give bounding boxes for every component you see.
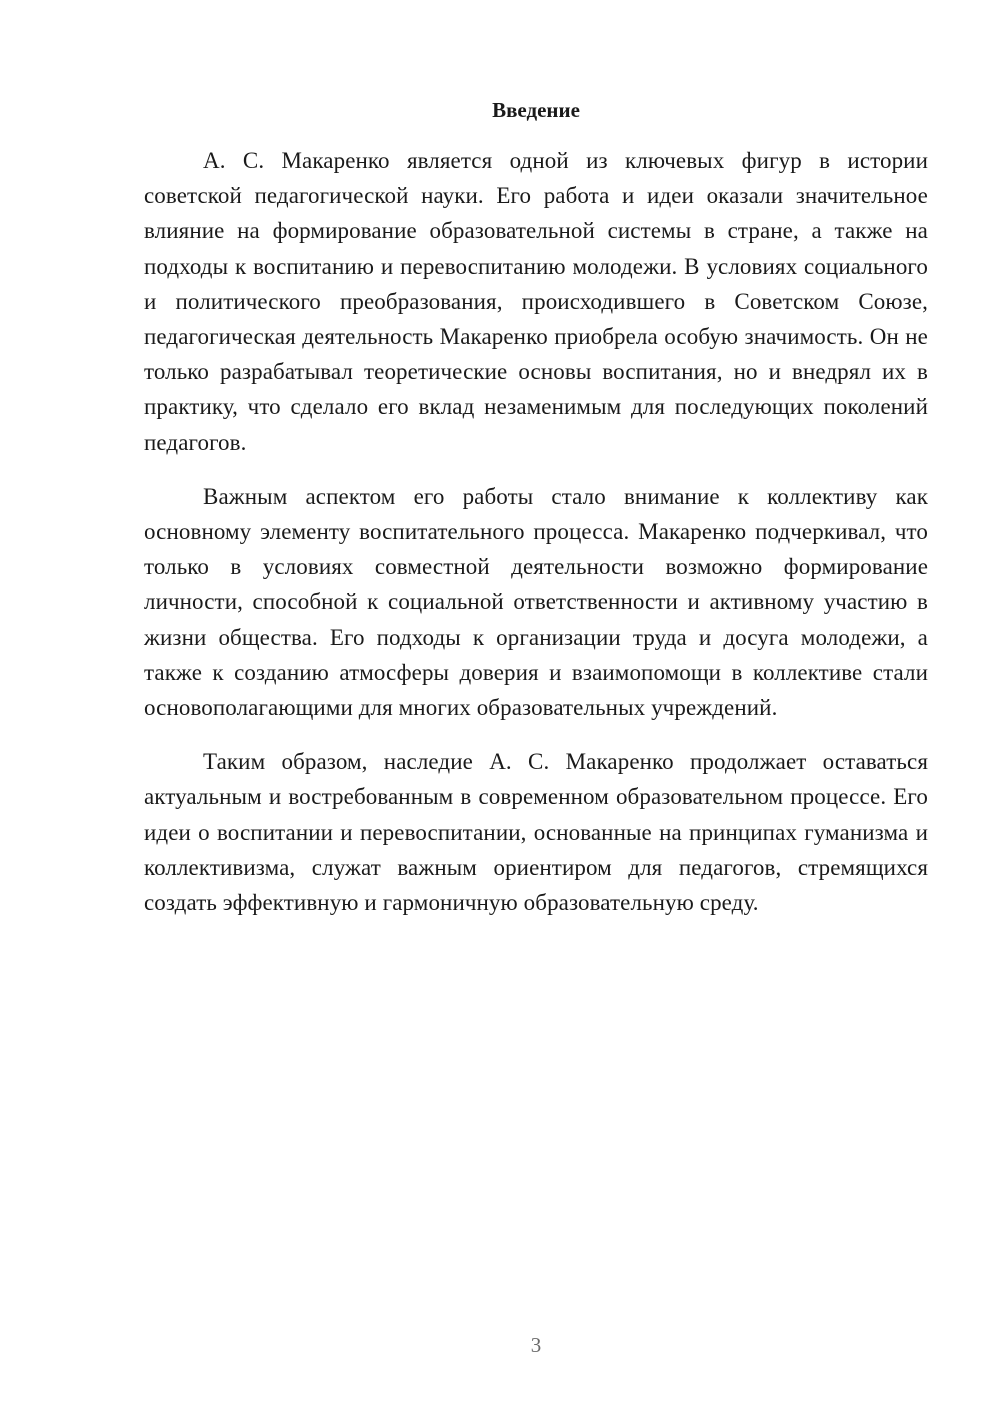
paragraph-3: Таким образом, наследие А. С. Макаренко продолжает оставаться актуальным и востребованным в современном образовательном процессе. Его идеи о воспитании и перевоспитании, основанные на принципах гуманизма и коллективизма, служат важным ориентиром для педагогов, стремящихся создать эффективную и гармоничную образовательную среду. <box>144 749 928 916</box>
body-text <box>144 143 928 939</box>
section-heading: Введение <box>492 98 580 122</box>
paragraph-1: А. С. Макаренко является одной из ключевых фигур в истории советской педагогической науки. Его работа и идеи оказали значительное влияние на формирование образовательной системы в стране, а также на подходы к воспитанию и перевоспитанию молодежи. В условиях социального и политического преобразования, происходившего в Советском Союзе, педагогическая деятельность Макаренко приобрела особую значимость. Он не только разрабатывал теоретические основы воспитания, но и внедрял их в практику, что сделало его вклад незаменимым для последующих поколений педагогов. <box>144 148 928 455</box>
paragraph-2: Важным аспектом его работы стало внимание к коллективу как основному элементу воспитательного процесса. Макаренко подчеркивал, что только в условиях совместной деятельности возможно формирование личности, способной к социальной ответственности и активному участию в жизни общества. Его подходы к организации труда и досуга молодежи, а также к созданию атмосферы доверия и взаимопомощи в коллективе стали основополагающими для многих образовательных учреждений. <box>144 483 928 721</box>
page-number: 3 <box>530 1333 542 1357</box>
